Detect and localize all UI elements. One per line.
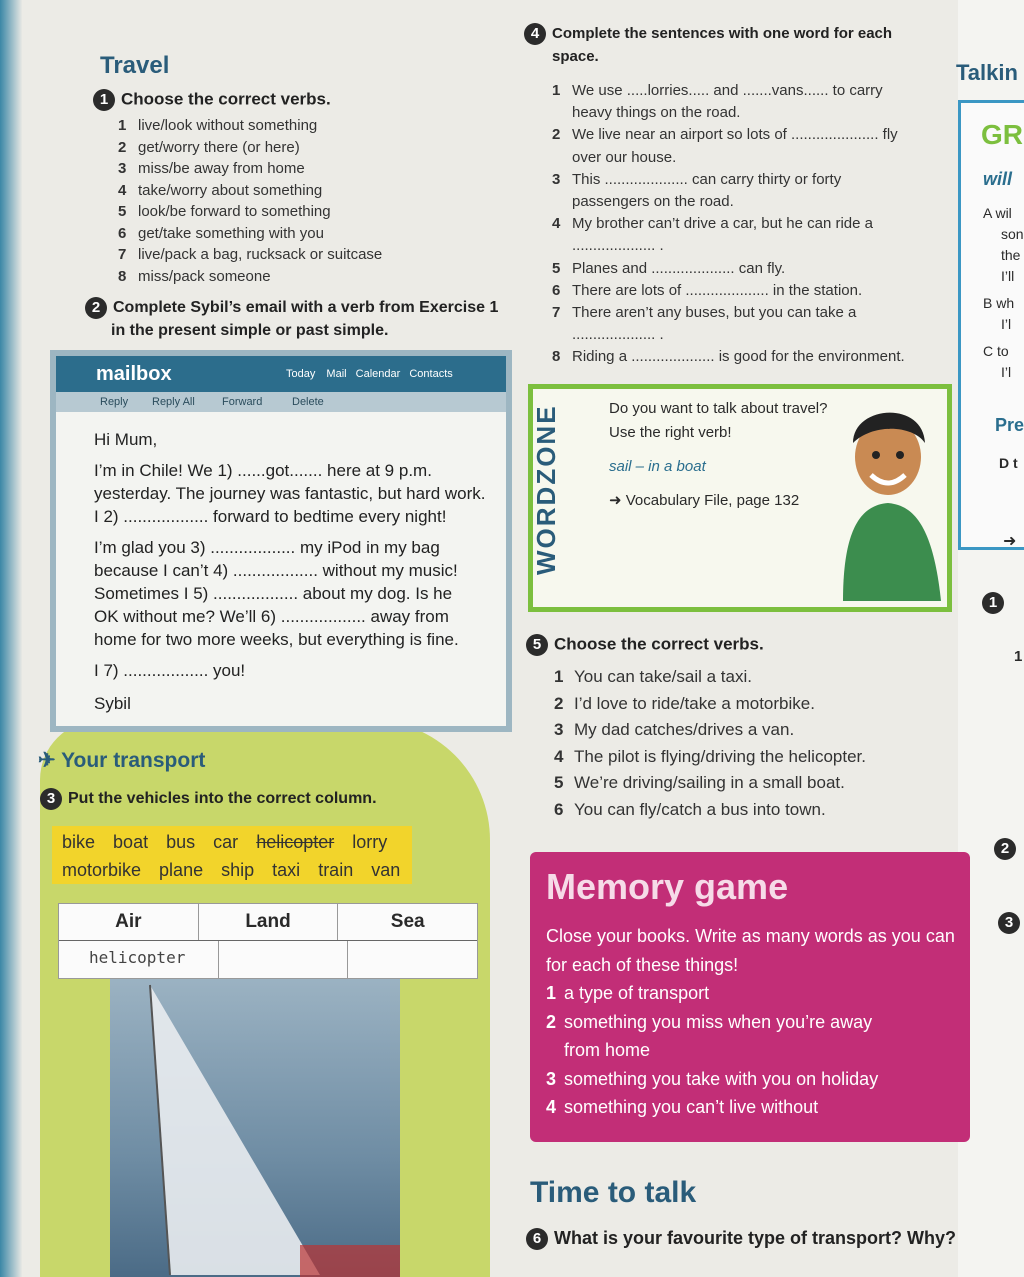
list-item: 4 take/worry about something — [118, 181, 323, 199]
memory-game-text: Close your books. Write as many words as you can for each of these things! 1 a type of transport 2 something you miss when you’re away from home 3 something you take with you on holiday 4 something you can’t live without — [546, 922, 966, 1122]
list-item: 3 My dad catches/drives a van. — [554, 720, 795, 740]
word: bike — [62, 832, 96, 852]
arrow-icon: ➜ — [1003, 533, 1017, 550]
sentence-line: 2 We live near an airport so lots of ..................... fly — [552, 126, 898, 144]
wordzone-label: WORDZONE — [531, 404, 561, 575]
delete-button[interactable]: Delete — [292, 396, 324, 408]
mail-action-bar — [56, 392, 506, 412]
list-item: 2 something you miss when you’re away — [546, 1011, 873, 1032]
sentence-line: 6 There are lots of .................... in the station. — [552, 281, 863, 299]
mail-line: Hi Mum, — [94, 430, 158, 449]
section-title-travel: Travel — [100, 52, 170, 79]
ex5-number: 5 — [526, 634, 548, 656]
mail-tabs — [286, 368, 453, 380]
ex4-number: 4 — [524, 23, 546, 45]
vehicle-table — [58, 903, 478, 979]
list-item: 1 a type of transport — [546, 983, 710, 1003]
sentence-line: 1 We use .....lorries..... and .......vans...... to carry — [552, 82, 883, 99]
list-item: 2 I’d love to ride/take a motorbike. — [554, 693, 815, 713]
mail-line: I 7) .................. you! — [94, 661, 246, 680]
header-air: Air — [59, 904, 199, 940]
list-item: 5 We’re driving/sailing in a small boat. — [554, 773, 845, 793]
wordzone-box — [528, 384, 952, 612]
grammar-rows: A wil son the I’ll B wh I’l C to I’l — [983, 205, 1024, 380]
ex2-number: 2 — [85, 297, 107, 319]
d-row: D t — [999, 455, 1018, 471]
sailboat-photo — [110, 975, 400, 1277]
tab-today[interactable]: Today — [286, 368, 316, 380]
word: taxi — [272, 860, 301, 880]
header-land: Land — [199, 904, 339, 940]
tab-mail[interactable]: Mail — [326, 368, 347, 380]
list-item: 6 You can fly/catch a bus into town. — [554, 799, 826, 819]
mail-line: because I can’t 4) .................. without my music! — [94, 561, 458, 580]
word: helicopter — [256, 832, 335, 852]
word: ship — [221, 860, 255, 880]
ex5-list — [554, 664, 954, 824]
word: plane — [159, 860, 204, 880]
cartoon-boy-illustration — [833, 395, 943, 601]
forward-button[interactable]: Forward — [222, 396, 263, 408]
sentence-line: .................... . — [572, 326, 664, 344]
mail-window — [50, 350, 512, 732]
ex3-heading: 3 Put the vehicles into the correct column. — [40, 788, 377, 810]
ex3-number: 3 — [40, 788, 62, 810]
table-header — [59, 904, 477, 941]
mail-app-name: mailbox — [96, 363, 172, 385]
grammar-label: GR — [981, 119, 1023, 150]
will-label: will — [983, 169, 1013, 189]
word-row — [62, 828, 402, 856]
right-page-title: Talkin — [956, 60, 1018, 85]
grammar-panel — [958, 100, 1024, 550]
mail-line: I 2) .................. forward to bedtime every night! — [94, 507, 447, 526]
word: bus — [166, 832, 196, 852]
present-label: Pre — [995, 415, 1024, 435]
memory-game-title: Memory game — [546, 866, 789, 907]
answer-cell[interactable]: helicopter — [59, 941, 219, 978]
sentence-line: 7 There aren’t any buses, but you can take a — [552, 304, 857, 322]
list-item: 7 live/pack a bag, rucksack or suitcase — [118, 246, 383, 263]
mail-title-bar — [56, 356, 506, 392]
time-to-talk-title: Time to talk — [530, 1176, 697, 1209]
word: lorry — [352, 832, 388, 852]
ex1-heading — [93, 89, 331, 111]
ex2-heading: 2 Complete Sybil’s email with a verb from Exercise 1 in the present simple or past simple. — [85, 296, 505, 342]
word: boat — [113, 832, 149, 852]
ex4-heading: 4 Complete the sentences with one word for each space. — [524, 22, 924, 68]
word: car — [213, 832, 239, 852]
empty-cell[interactable] — [348, 941, 477, 978]
list-item: 4 The pilot is flying/driving the helicopter. — [554, 746, 866, 766]
list-item: from home — [564, 1040, 651, 1060]
sentence-line: 5 Planes and .................... can fly. — [552, 259, 786, 277]
vehicle-word-box — [52, 826, 412, 884]
right-ex3-number: 3 — [998, 912, 1020, 934]
mail-line: OK without me? We’ll 6) .................. away from — [94, 607, 449, 626]
mail-signature: Sybil — [94, 694, 131, 713]
mail-line: I’m glad you 3) .................. my iPod in my bag — [94, 538, 440, 557]
list-item: 5 look/be forward to something — [118, 203, 331, 220]
ex1-heading-text: Choose the correct verbs. — [121, 89, 331, 109]
ex1-number: 1 — [93, 89, 115, 111]
sentence-line: 4 My brother can’t drive a car, but he can ride a — [552, 215, 873, 233]
tab-calendar[interactable]: Calendar — [355, 368, 401, 380]
sentence-line: passengers on the road. — [572, 193, 734, 211]
empty-cell[interactable] — [219, 941, 349, 978]
ex4-list — [552, 80, 952, 369]
mail-line: yesterday. The journey was fantastic, but hard work. — [94, 484, 486, 503]
transport-title: ✈ Your transport — [38, 749, 206, 772]
list-item: 8 miss/pack someone — [118, 267, 271, 285]
word: motorbike — [62, 860, 142, 880]
list-item: 3 something you take with you on holiday — [546, 1068, 879, 1089]
mail-line: home for two more weeks, but everything is fine. — [94, 630, 459, 649]
sentence-line: heavy things on the road. — [572, 104, 741, 122]
sentence-line: 8 Riding a .................... is good for the environment. — [552, 348, 905, 366]
list-item: 2 get/worry there (or here) — [118, 138, 300, 156]
mail-line: Sometimes I 5) .................. about my dog. Is he — [94, 584, 453, 603]
list-item: 6 get/take something with you — [118, 224, 324, 242]
ex1-list — [118, 115, 448, 287]
list-item: 1 live/look without something — [118, 117, 318, 134]
sentence-line: .................... . — [572, 237, 664, 255]
list-item: 4 something you can’t live without — [546, 1097, 819, 1117]
tab-contacts[interactable]: Contacts — [409, 368, 453, 380]
reply-button[interactable]: Reply — [100, 396, 129, 408]
word: train — [318, 860, 354, 880]
left-page-edge — [0, 0, 22, 1277]
ex6-number: 6 — [526, 1228, 548, 1250]
right-ex1-number: 1 — [982, 592, 1004, 614]
word-row — [62, 856, 402, 884]
memory-game-box — [530, 852, 970, 1142]
header-sea: Sea — [390, 911, 425, 932]
ex5-heading: 5 Choose the correct verbs. — [526, 634, 764, 656]
reply-all-button[interactable]: Reply All — [152, 396, 195, 408]
list-item: 1 You can take/sail a taxi. — [554, 667, 752, 686]
mail-body — [56, 412, 506, 715]
table-row — [59, 941, 477, 978]
word: van — [371, 860, 401, 880]
ex6-question: 6 What is your favourite type of transport? Why? — [526, 1228, 956, 1250]
plane-icon: ✈ — [38, 749, 56, 772]
wordzone-text: Do you want to talk about travel? Use the right verb! sail – in a boat ➜ Vocabulary File, page 132 — [609, 400, 828, 509]
mail-line: I’m in Chile! We 1) ......got....... here at 9 p.m. — [94, 461, 432, 480]
right-item-number: 1 — [1014, 648, 1023, 665]
right-ex2-number: 2 — [994, 838, 1016, 860]
sentence-line: 3 This .................... can carry thirty or forty — [552, 170, 842, 188]
list-item: 3 miss/be away from home — [118, 160, 305, 177]
sentence-line: over our house. — [572, 148, 677, 166]
